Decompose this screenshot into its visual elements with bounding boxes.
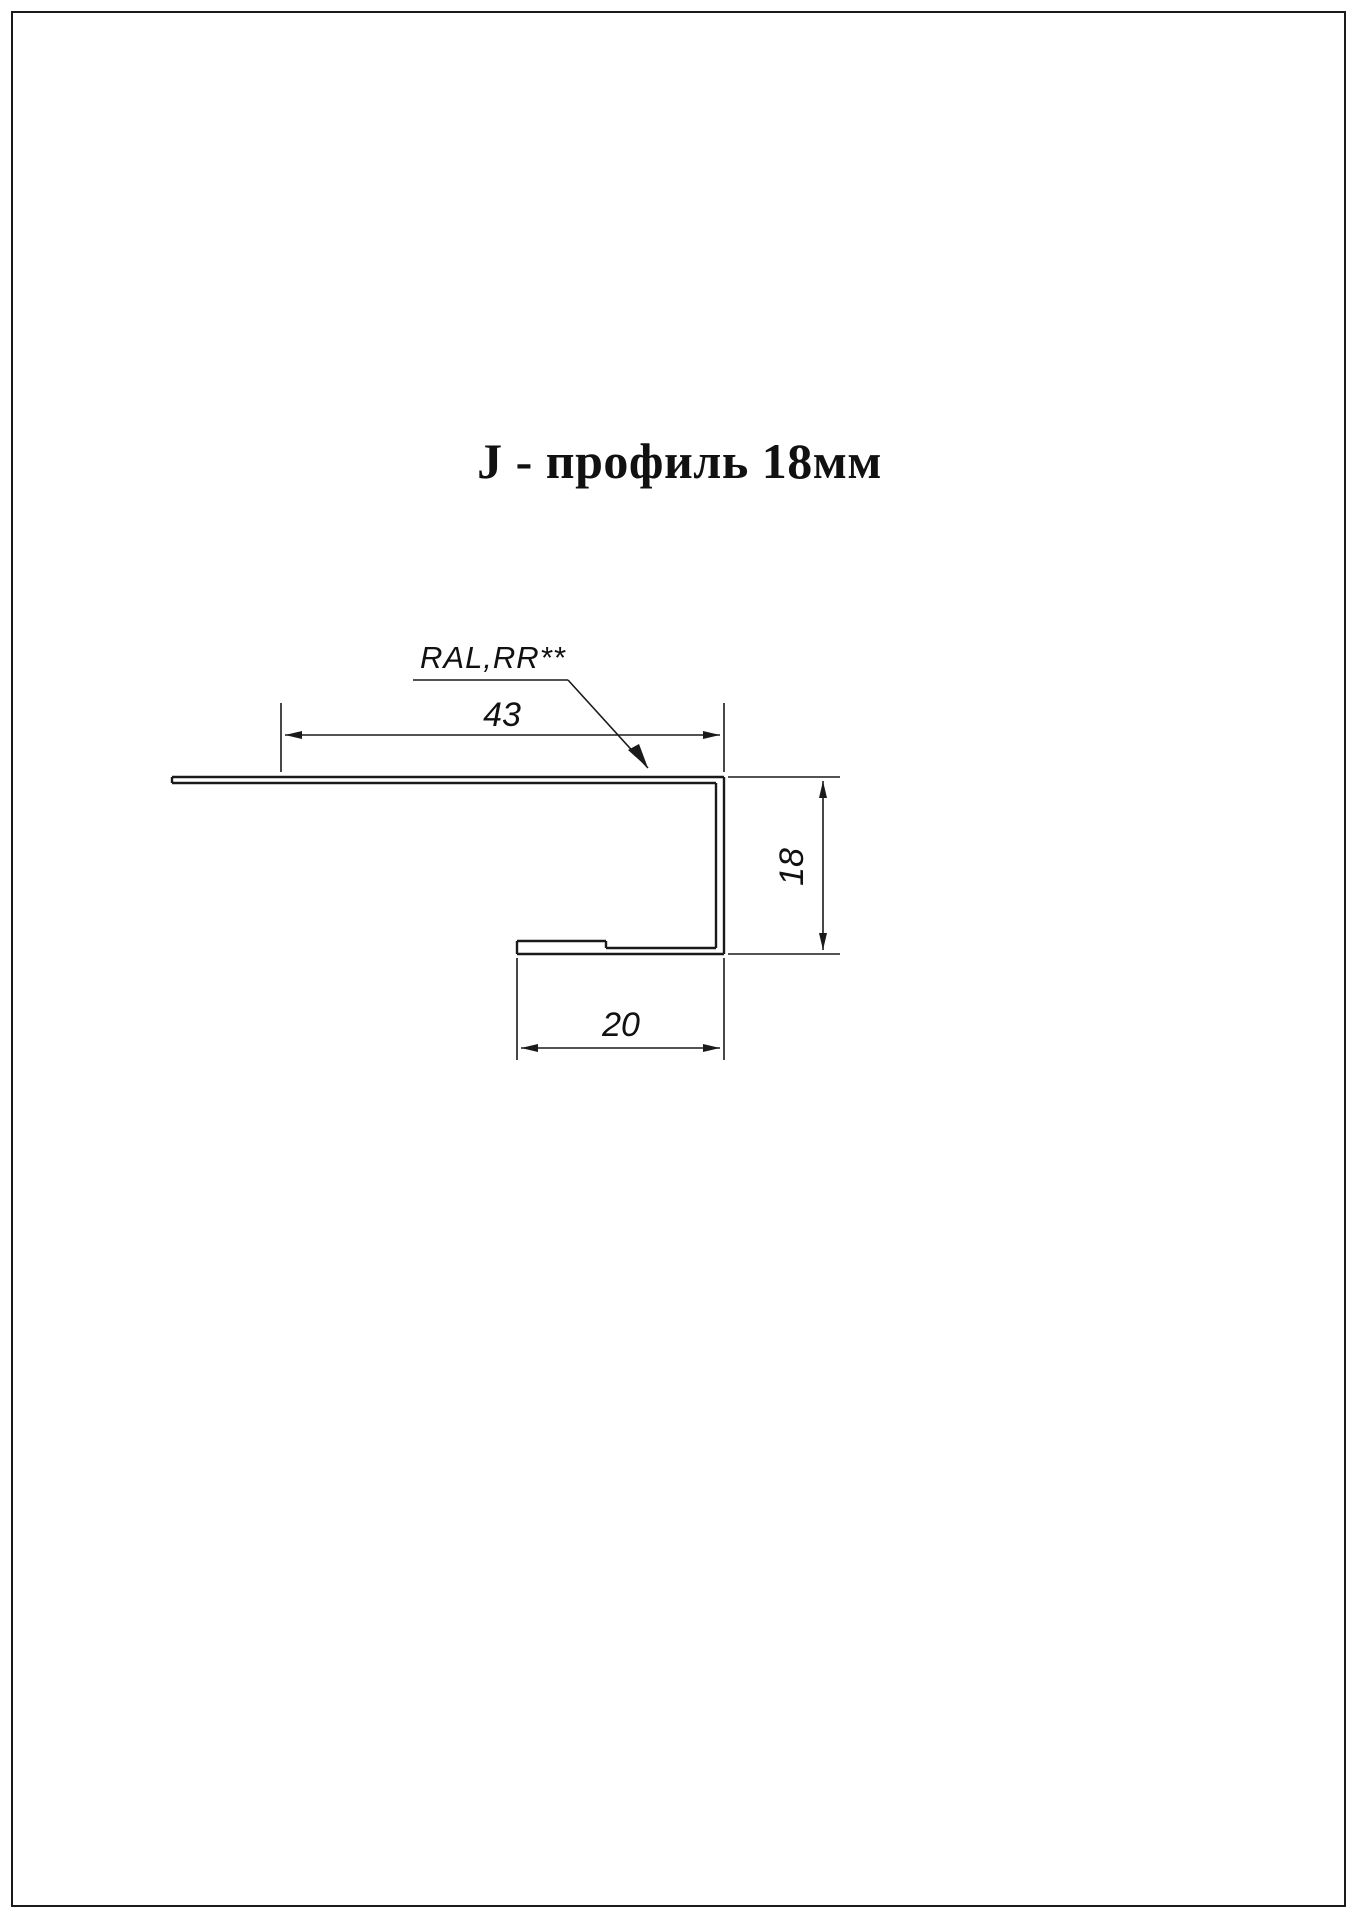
profile-outline	[172, 777, 724, 954]
profile-inner-contour	[172, 783, 716, 948]
dimension-label-right: 18	[773, 848, 811, 886]
dimension-label-top: 43	[483, 696, 521, 734]
coating-note-leader	[413, 680, 648, 768]
dimension-label-bottom: 20	[602, 1006, 640, 1044]
coating-note-label: RAL,RR**	[420, 640, 566, 675]
page-title: J - профиль 18мм	[477, 433, 882, 489]
